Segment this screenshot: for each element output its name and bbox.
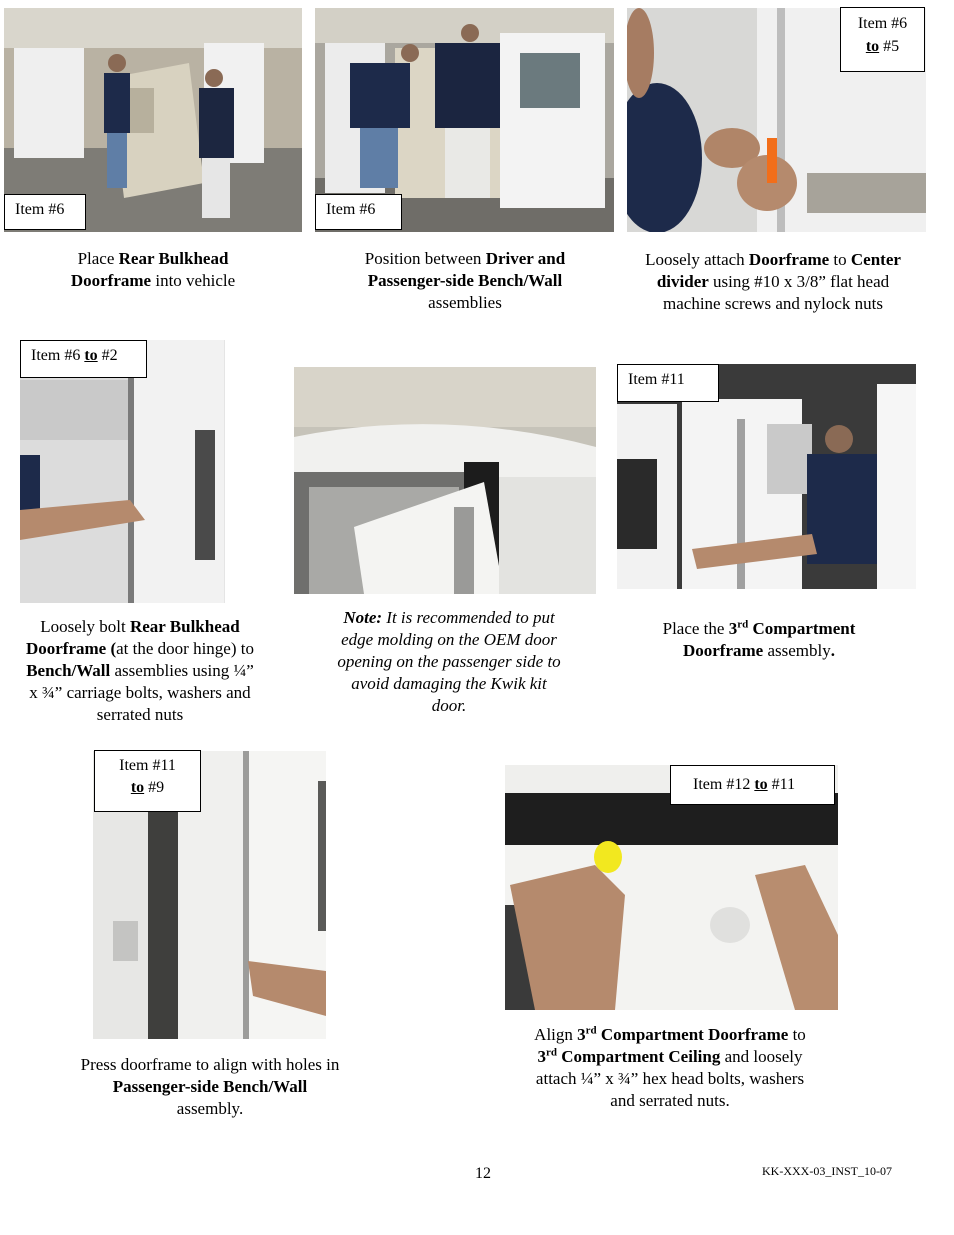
caption-text: Position between <box>364 249 486 268</box>
caption-text: to <box>788 1025 806 1044</box>
caption-step-4 <box>6 616 274 726</box>
item-label-text: Item #6 <box>326 201 376 218</box>
caption-bold: Passenger-side Bench/Wall <box>112 1077 308 1096</box>
caption-text: It is recommended to put <box>382 608 555 627</box>
caption-text: machine screws and nylock nuts <box>663 294 883 313</box>
note-label: Note: <box>343 608 383 627</box>
caption-text: Place the <box>662 619 729 638</box>
item-label-target: #11 <box>767 776 796 793</box>
caption-superscript: rd <box>737 618 749 631</box>
caption-bold: Compartment <box>748 619 856 638</box>
item-label-text: Item #6 <box>857 15 908 32</box>
caption-bold: 3 <box>577 1025 586 1044</box>
photo-image <box>294 367 596 594</box>
item-label-to: to <box>754 776 768 793</box>
caption-step-2 <box>315 248 615 314</box>
item-label-target: #5 <box>879 38 900 55</box>
caption-text: Place <box>77 249 119 268</box>
caption-bold: Passenger-side Bench/Wall <box>367 271 563 290</box>
caption-note-edge-molding <box>298 607 600 717</box>
caption-text: Loosely attach <box>645 250 749 269</box>
caption-text: opening on the passenger side to <box>337 652 561 671</box>
caption-text: assemblies <box>428 293 502 312</box>
photo-bolt-doorframe-hinge <box>20 340 260 603</box>
caption-bold: Rear Bulkhead <box>118 249 229 268</box>
item-label <box>670 765 835 805</box>
document-code: KK-XXX-03_INST_10-07 <box>762 1164 892 1178</box>
item-label-to: to <box>84 347 98 364</box>
caption-superscript: rd <box>545 1046 557 1059</box>
caption-text: at the door hinge) to <box>116 639 254 658</box>
item-label <box>315 194 402 230</box>
item-label-to-line <box>105 777 190 799</box>
caption-superscript: rd <box>585 1024 597 1037</box>
caption-bold: Doorframe <box>682 641 764 660</box>
caption-text: into vehicle <box>151 271 236 290</box>
item-label-target: #9 <box>144 779 165 796</box>
caption-bold: 3 <box>537 1047 546 1066</box>
page-number: 12 <box>475 1165 491 1182</box>
caption-text: and serrated nuts. <box>610 1091 730 1110</box>
item-label <box>4 194 86 230</box>
caption-bold: 3 <box>728 619 738 638</box>
caption-bold: Doorframe ( <box>25 639 117 658</box>
caption-step-1 <box>4 248 302 292</box>
item-label-to: to <box>865 38 880 55</box>
photo-edge-molding-door-opening <box>294 367 596 594</box>
caption-step-5 <box>609 618 909 662</box>
caption-step-7 <box>500 1024 840 1112</box>
item-label-text: Item #11 <box>119 757 176 774</box>
caption-text: to <box>829 250 851 269</box>
caption-bold: Rear Bulkhead <box>129 617 240 636</box>
item-label <box>94 750 201 812</box>
caption-bold: Doorframe <box>748 250 830 269</box>
caption-bold: Compartment Doorframe <box>596 1025 789 1044</box>
item-label <box>840 7 925 72</box>
item-label-to-line <box>851 35 914 58</box>
item-label-text: Item #12 <box>693 776 755 793</box>
caption-bold: Bench/Wall <box>26 661 111 680</box>
item-label-text: Item #6 <box>31 347 85 364</box>
caption-bold: Doorframe <box>70 271 152 290</box>
caption-text: assembly. <box>176 1099 244 1118</box>
caption-text: assembly <box>763 641 831 660</box>
caption-bold: divider <box>656 272 709 291</box>
item-label-text: Item #6 <box>15 201 65 218</box>
caption-text: assemblies using ¼” <box>110 661 254 680</box>
caption-text: attach ¼” x ¾” hex head bolts, washers <box>535 1069 805 1088</box>
caption-text: and loosely <box>720 1047 803 1066</box>
photo-image <box>20 340 260 603</box>
caption-step-3 <box>620 249 926 315</box>
caption-text: x ¾” carriage bolts, washers and <box>29 683 251 702</box>
item-label <box>617 364 719 402</box>
item-label <box>20 340 147 378</box>
caption-bold: Compartment Ceiling <box>556 1047 721 1066</box>
caption-text: Align <box>534 1025 578 1044</box>
caption-text: edge molding on the OEM door <box>341 630 557 649</box>
item-label-to: to <box>130 779 145 796</box>
caption-text: using #10 x 3/8” flat head <box>708 272 890 291</box>
caption-text: Press doorframe to align with holes in <box>80 1055 340 1074</box>
caption-text: serrated nuts <box>96 705 184 724</box>
caption-text: avoid damaging the Kwik kit <box>351 674 547 693</box>
caption-bold: . <box>830 641 836 660</box>
caption-step-6 <box>50 1054 370 1120</box>
caption-text: Loosely bolt <box>40 617 130 636</box>
caption-bold: Driver and <box>485 249 566 268</box>
item-label-text: Item #11 <box>628 371 685 388</box>
caption-bold: Center <box>850 250 901 269</box>
caption-text: door. <box>431 696 467 715</box>
item-label-target: #2 <box>97 347 118 364</box>
